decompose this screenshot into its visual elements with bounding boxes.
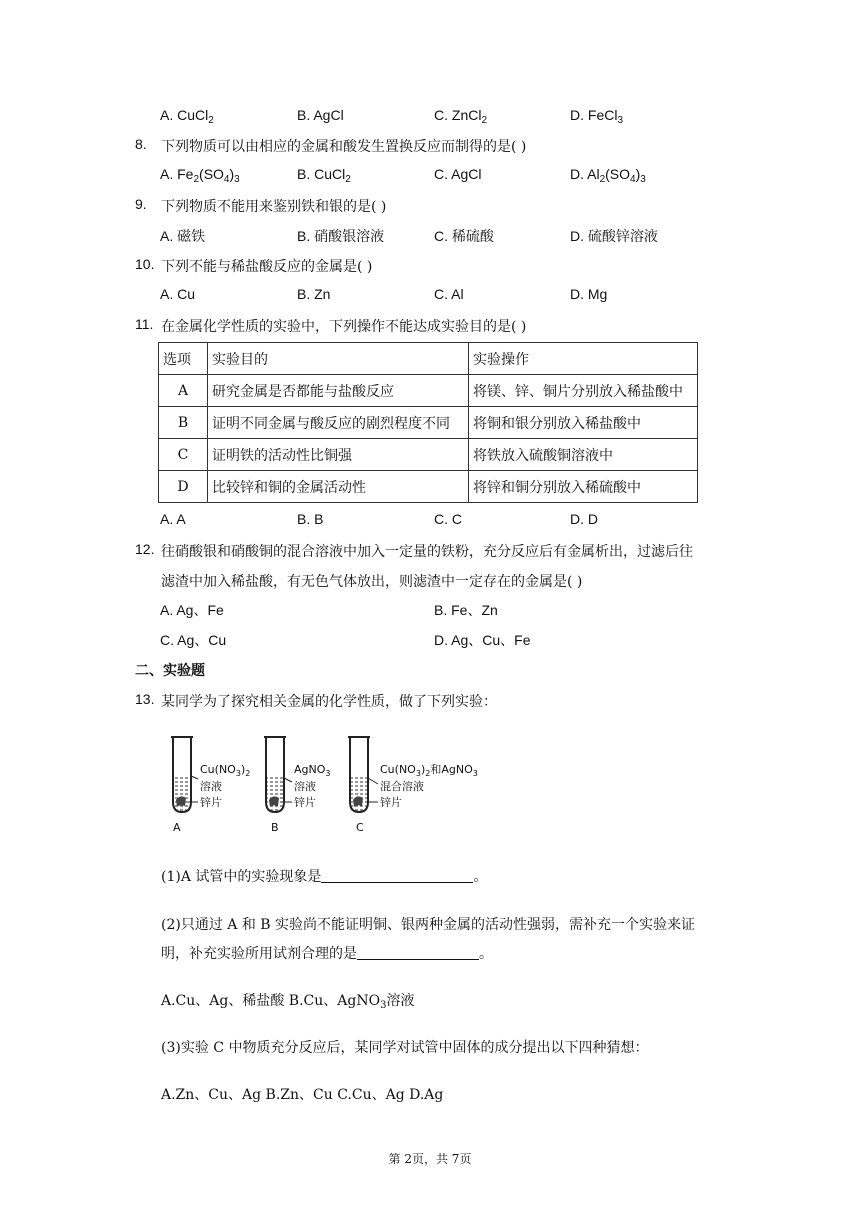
q13-part3-options: A.Zn、Cu、Ag B.Zn、Cu C.Cu、Ag D.Ag: [161, 1087, 444, 1103]
test-tube-a: [171, 737, 250, 834]
q9-option-c: C. 稀硫酸: [434, 228, 494, 244]
q10-option-a: A. Cu: [160, 286, 196, 302]
q7-option-c: C. ZnCl$_2$: [434, 107, 488, 126]
q7-option-a: A. CuCl$_2$: [160, 107, 214, 126]
table-cell: 将铜和银分别放入稀盐酸中: [469, 407, 698, 439]
table-header-row: [159, 343, 698, 375]
tube-b-tag: B: [271, 821, 279, 834]
table-cell: 将镁、锌、铜片分别放入稀盐酸中: [469, 375, 698, 407]
test-tube-c: [348, 737, 478, 834]
q8-option-a: A. $Fe_2(SO_4)_3$: [160, 166, 240, 185]
tube-b-solution-label: AgNO$_3$: [294, 763, 331, 778]
q13-part2-line2: 明，补充实验所用试剂合理的是 。: [161, 946, 493, 962]
q11-option-c: C. C: [434, 511, 462, 527]
table-cell: B: [159, 407, 208, 439]
tube-a-tag: A: [173, 821, 181, 834]
q12-text-line1: 往硝酸银和硝酸铜的混合溶液中加入一定量的铁粉，充分反应后有金属析出，过滤后往: [161, 544, 693, 560]
table-cell: 比较锌和铜的金属活动性: [208, 471, 469, 503]
q12-option-c: C. Ag、Cu: [160, 632, 227, 648]
q12-option-d: D. Ag、Cu、Fe: [434, 632, 531, 648]
q12-option-a: A. Ag、Fe: [160, 602, 224, 618]
q11-table: [158, 342, 698, 503]
tube-c-solution-label: $Cu(NO_3)_2$和AgNO$_3$: [380, 763, 478, 778]
q9-option-d: D. 硫酸锌溶液: [570, 228, 658, 244]
tube-b-solution-word: 溶液: [294, 780, 316, 793]
tube-c-solution-word: 混合溶液: [380, 780, 424, 793]
q8-option-b: B. CuCl$_2$: [297, 166, 351, 185]
tube-b-metal-label: 锌片: [294, 796, 316, 809]
q12-option-b: B. Fe、Zn: [434, 602, 498, 618]
table-header-cell: 实验目的: [208, 343, 469, 375]
table-cell: C: [159, 439, 208, 471]
q8-number: 8.: [135, 136, 147, 152]
table-cell: 将锌和铜分别放入稀硫酸中: [469, 471, 698, 503]
table-cell: 研究金属是否都能与盐酸反应: [208, 375, 469, 407]
table-row: [159, 439, 698, 471]
test-tube-b: [264, 737, 331, 834]
table-row: [159, 407, 698, 439]
answer-blank[interactable]: [357, 945, 479, 960]
table-cell: A: [159, 375, 208, 407]
q10-number: 10.: [135, 256, 155, 272]
table-cell: 将铁放入硫酸铜溶液中: [469, 439, 698, 471]
table-row: [159, 375, 698, 407]
q10-option-b: B. Zn: [297, 286, 331, 302]
q11-option-a: A. A: [160, 511, 186, 527]
tube-c-tag: C: [356, 821, 364, 834]
q8-option-d: D. $Al_2(SO_4)_3$: [570, 166, 646, 185]
q12-number: 12.: [135, 541, 155, 557]
answer-blank[interactable]: [321, 868, 473, 883]
q11-text: 在金属化学性质的实验中，下列操作不能达成实验目的是( ): [161, 319, 527, 335]
q13-part1: (1)A 试管中的实验现象是 。: [161, 869, 488, 885]
table-header-cell: 实验操作: [469, 343, 698, 375]
q8-text: 下列物质可以由相应的金属和酸发生置换反应而制得的是( ): [161, 139, 527, 155]
q13-part3: (3)实验 C 中物质充分反应后，某同学对试管中固体的成分提出以下四种猜想：: [161, 1040, 649, 1056]
page-footer: 第 2页，共 7页: [388, 1152, 472, 1166]
q9-option-a: A. 磁铁: [160, 228, 206, 244]
test-tubes-figure: [160, 732, 500, 840]
q13-part2-line1: (2)只通过 A 和 B 实验尚不能证明铜、银两种金属的活动性强弱，需补充一个实验来证: [161, 917, 696, 933]
q10-option-c: C. Al: [434, 286, 464, 302]
tube-c-metal-label: 锌片: [380, 796, 402, 809]
q10-text: 下列不能与稀盐酸反应的金属是( ): [161, 259, 373, 275]
table-cell: 证明不同金属与酸反应的剧烈程度不同: [208, 407, 469, 439]
q9-number: 9.: [135, 196, 147, 212]
table-cell: 证明铁的活动性比铜强: [208, 439, 469, 471]
q9-text: 下列物质不能用来鉴别铁和银的是( ): [161, 199, 387, 215]
tube-a-solution-word: 溶液: [200, 780, 222, 793]
q13-text: 某同学为了探究相关金属的化学性质，做了下列实验：: [161, 694, 497, 710]
q11-option-d: D. D: [570, 511, 598, 527]
tube-a-solution-label: $Cu(NO_3)_2$: [200, 763, 251, 778]
table-cell: D: [159, 471, 208, 503]
q7-option-d: D. FeCl$_3$: [570, 107, 624, 126]
q11-number: 11.: [135, 316, 154, 332]
section-heading: 二、实验题: [135, 662, 205, 678]
q11-option-b: B. B: [297, 511, 324, 527]
table-header-cell: 选项: [159, 343, 208, 375]
q9-option-b: B. 硝酸银溶液: [297, 228, 385, 244]
q8-option-c: C. AgCl: [434, 166, 482, 182]
q13-number: 13.: [135, 691, 155, 707]
q12-text-line2: 滤渣中加入稀盐酸，有无色气体放出，则滤渣中一定存在的金属是( ): [161, 574, 583, 590]
q7-option-b: B. AgCl: [297, 107, 344, 123]
table-row: [159, 471, 698, 503]
tube-a-metal-label: 锌片: [200, 796, 222, 809]
q13-part2-options: A.Cu、Ag、稀盐酸 B.Cu、AgNO$_3$溶液: [161, 993, 415, 1011]
q10-option-d: D. Mg: [570, 286, 608, 302]
